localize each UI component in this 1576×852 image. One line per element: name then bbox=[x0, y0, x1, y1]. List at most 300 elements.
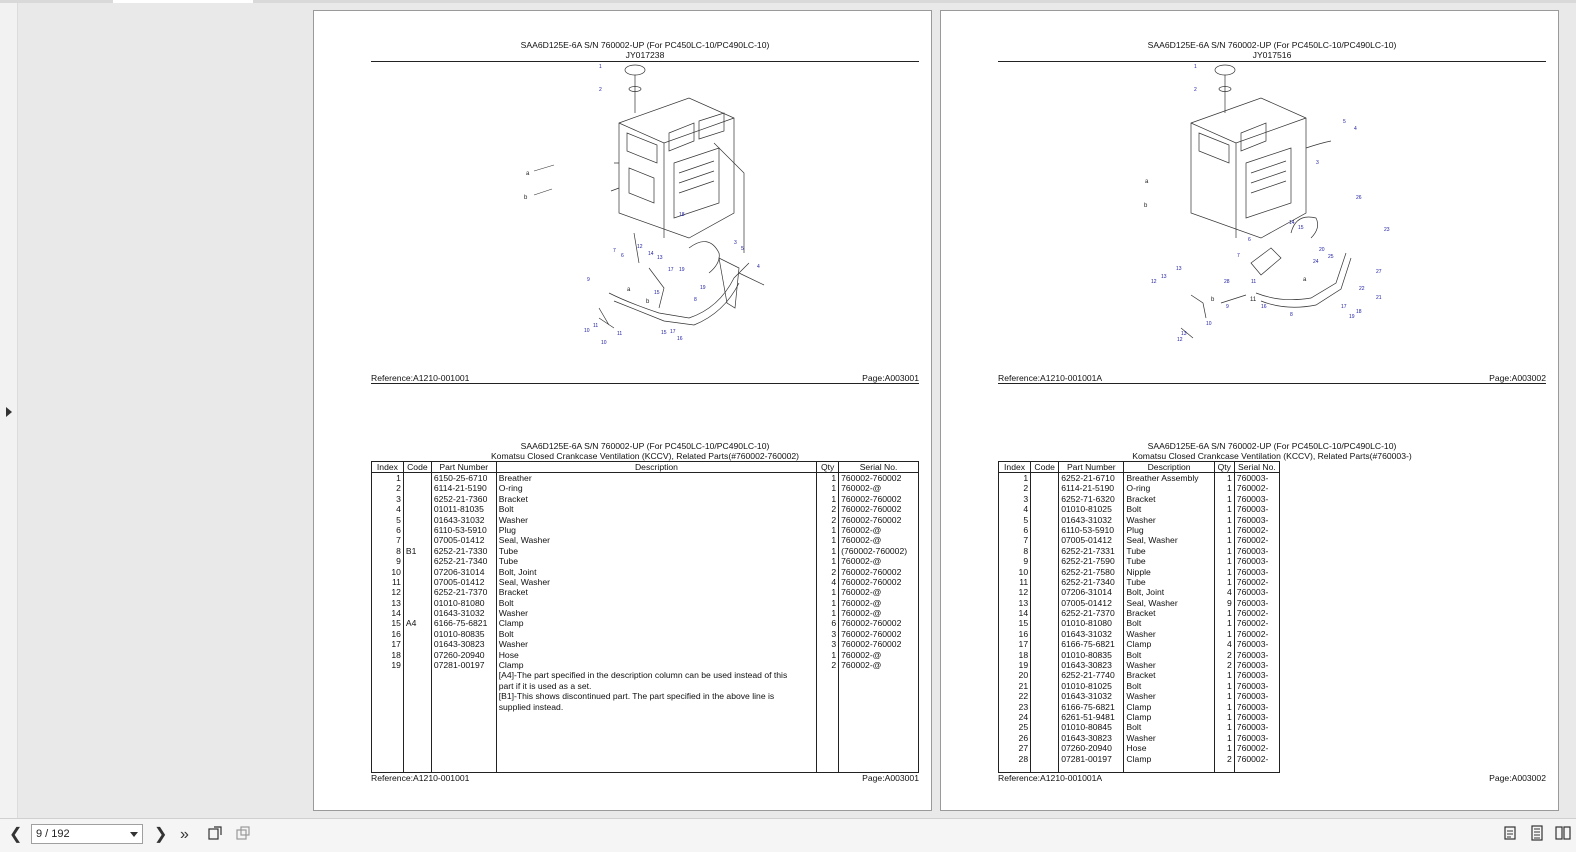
callout: 2 bbox=[599, 87, 602, 93]
qty-cell: 1 bbox=[817, 598, 839, 608]
callout: 5 bbox=[1343, 119, 1346, 125]
qty-cell: 2 bbox=[817, 567, 839, 577]
document-page-right bbox=[940, 10, 1559, 811]
code-cell bbox=[403, 577, 431, 587]
index-cell: 22 bbox=[999, 691, 1031, 701]
table-row bbox=[372, 639, 919, 649]
two-page-view-icon[interactable] bbox=[1555, 825, 1571, 841]
page-label: Page:A003001 bbox=[862, 773, 919, 783]
table-row bbox=[372, 535, 919, 545]
qty-cell: 2 bbox=[1214, 660, 1234, 670]
qty-cell: 1 bbox=[817, 546, 839, 556]
index-cell: 15 bbox=[372, 618, 404, 628]
note-text: [B1]-This shows discontinued part. The part specified in the above line is bbox=[496, 691, 817, 701]
serial-cell: 760002-760002 bbox=[839, 515, 919, 525]
part-number-cell: 6166-75-6821 bbox=[1059, 702, 1124, 712]
description-cell: Bracket bbox=[1124, 494, 1214, 504]
description-cell: Bolt bbox=[496, 504, 817, 514]
part-number-cell: 6114-21-5190 bbox=[1059, 483, 1124, 493]
part-number-cell: 6110-53-5910 bbox=[431, 525, 496, 535]
callout: 12 bbox=[1151, 279, 1157, 285]
part-number-cell: 07005-01412 bbox=[1059, 535, 1124, 545]
chevron-right-icon[interactable]: ❯ bbox=[154, 826, 168, 843]
table-row bbox=[999, 650, 1280, 660]
viewer-toolbar bbox=[0, 818, 1576, 852]
empty-cell bbox=[372, 691, 404, 701]
qty-cell: 2 bbox=[817, 515, 839, 525]
description-cell: Washer bbox=[496, 639, 817, 649]
empty-cell bbox=[839, 681, 919, 691]
callout: 15 bbox=[654, 290, 660, 296]
code-cell bbox=[1031, 722, 1059, 732]
part-number-cell: 07005-01412 bbox=[431, 535, 496, 545]
part-number-cell: 01643-30823 bbox=[431, 639, 496, 649]
part-number-cell: 6252-21-7580 bbox=[1059, 567, 1124, 577]
filler-row bbox=[372, 712, 919, 773]
code-cell bbox=[403, 629, 431, 639]
code-cell bbox=[1031, 504, 1059, 514]
table-row bbox=[999, 608, 1280, 618]
table-row bbox=[999, 535, 1280, 545]
table-row bbox=[372, 515, 919, 525]
callout: 4 bbox=[1354, 126, 1357, 132]
description-cell: Breather bbox=[496, 473, 817, 484]
callout: 10 bbox=[584, 328, 590, 334]
index-cell: 4 bbox=[999, 504, 1031, 514]
table-row bbox=[999, 525, 1280, 535]
index-cell: 23 bbox=[999, 702, 1031, 712]
empty-cell bbox=[403, 681, 431, 691]
description-cell: Bolt, Joint bbox=[1124, 587, 1214, 597]
serial-cell: 760002-@ bbox=[839, 660, 919, 670]
index-cell: 13 bbox=[372, 598, 404, 608]
part-number-cell: 6166-75-6821 bbox=[1059, 639, 1124, 649]
table-row bbox=[372, 556, 919, 566]
part-number-cell: 6252-21-7740 bbox=[1059, 670, 1124, 680]
index-cell: 25 bbox=[999, 722, 1031, 732]
description-cell: Nipple bbox=[1124, 567, 1214, 577]
callout: 14 bbox=[1289, 220, 1295, 226]
qty-cell: 1 bbox=[1214, 556, 1234, 566]
column-header: Part Number bbox=[1059, 462, 1124, 473]
parts-table bbox=[998, 461, 1280, 773]
callout: 10 bbox=[1206, 321, 1212, 327]
callout: 25 bbox=[1328, 254, 1334, 260]
index-cell: 27 bbox=[999, 743, 1031, 753]
table-row bbox=[999, 754, 1280, 764]
table-title: SAA6D125E-6A S/N 760002-UP (For PC450LC-10/PC490LC-10) bbox=[520, 441, 770, 451]
rotate-page-icon[interactable] bbox=[207, 825, 223, 841]
table-subtitle: Komatsu Closed Crankcase Ventilation (KCCV), Related Parts(#760003-) bbox=[1132, 451, 1412, 461]
qty-cell: 1 bbox=[1214, 629, 1234, 639]
callout: 10 bbox=[601, 340, 607, 346]
serial-cell: 760002- bbox=[1234, 535, 1279, 545]
qty-cell: 1 bbox=[1214, 608, 1234, 618]
qty-cell: 3 bbox=[817, 639, 839, 649]
table-row bbox=[999, 598, 1280, 608]
serial-cell: 760003- bbox=[1234, 650, 1279, 660]
exploded-parts-diagram bbox=[524, 63, 799, 373]
table-row bbox=[372, 660, 919, 670]
chevron-down-icon[interactable] bbox=[130, 832, 138, 837]
code-cell bbox=[403, 639, 431, 649]
empty-cell bbox=[403, 702, 431, 712]
reference-label: Reference:A1210-001001A bbox=[998, 373, 1103, 383]
index-cell: 10 bbox=[999, 567, 1031, 577]
callout: 24 bbox=[1313, 259, 1319, 265]
qty-cell: 1 bbox=[1214, 473, 1234, 484]
index-cell: 7 bbox=[372, 535, 404, 545]
description-cell: Washer bbox=[1124, 515, 1214, 525]
table-row bbox=[372, 504, 919, 514]
part-number-cell: 07005-01412 bbox=[1059, 598, 1124, 608]
table-row bbox=[999, 483, 1280, 493]
empty-cell bbox=[999, 764, 1031, 773]
description-cell: Bolt bbox=[1124, 722, 1214, 732]
description-cell: Bolt bbox=[1124, 504, 1214, 514]
qty-cell: 1 bbox=[1214, 515, 1234, 525]
empty-cell bbox=[1059, 764, 1124, 773]
empty-cell bbox=[1124, 764, 1214, 773]
reference-label: Reference:A1210-001001 bbox=[371, 773, 470, 783]
page-indicator: 9 / 192 bbox=[36, 828, 70, 840]
qty-cell: 1 bbox=[1214, 691, 1234, 701]
column-header: Code bbox=[1031, 462, 1059, 473]
column-header: Code bbox=[403, 462, 431, 473]
index-cell: 13 bbox=[999, 598, 1031, 608]
serial-cell: 760002-@ bbox=[839, 587, 919, 597]
qty-cell: 1 bbox=[817, 473, 839, 484]
callout: 12 bbox=[1177, 337, 1183, 343]
callout: 28 bbox=[1224, 279, 1230, 285]
expand-panel-icon[interactable] bbox=[6, 407, 12, 417]
part-number-cell: 01643-30823 bbox=[1059, 733, 1124, 743]
description-cell: Seal, Washer bbox=[1124, 535, 1214, 545]
note-text: part if it is used as a set. bbox=[496, 681, 817, 691]
description-cell: Tube bbox=[1124, 556, 1214, 566]
qty-cell: 2 bbox=[1214, 754, 1234, 764]
code-cell bbox=[1031, 494, 1059, 504]
description-cell: Bracket bbox=[496, 494, 817, 504]
table-row bbox=[999, 556, 1280, 566]
callout: b bbox=[1211, 297, 1215, 303]
serial-cell: 760003- bbox=[1234, 587, 1279, 597]
code-cell bbox=[403, 650, 431, 660]
table-subtitle: Komatsu Closed Crankcase Ventilation (KCCV), Related Parts(#760002-760002) bbox=[490, 451, 800, 461]
code-cell bbox=[1031, 639, 1059, 649]
continuous-view-icon[interactable] bbox=[1529, 825, 1545, 841]
description-cell: Breather Assembly bbox=[1124, 473, 1214, 484]
description-cell: Washer bbox=[496, 608, 817, 618]
part-number-cell: 01010-80835 bbox=[1059, 650, 1124, 660]
note-row bbox=[372, 681, 919, 691]
callout: 17 bbox=[668, 267, 674, 273]
part-number-cell: 6252-21-7331 bbox=[1059, 546, 1124, 556]
serial-cell: 760002- bbox=[1234, 754, 1279, 764]
table-row bbox=[999, 702, 1280, 712]
part-number-cell: 01011-81035 bbox=[431, 504, 496, 514]
reference-label: Reference:A1210-001001A bbox=[998, 773, 1103, 783]
description-cell: Seal, Washer bbox=[496, 577, 817, 587]
description-cell: Bolt bbox=[496, 629, 817, 639]
serial-cell: 760002-@ bbox=[839, 556, 919, 566]
code-cell bbox=[403, 598, 431, 608]
description-cell: Bracket bbox=[496, 587, 817, 597]
title-rule bbox=[371, 61, 919, 62]
top-tab-strip bbox=[0, 0, 1576, 3]
table-row bbox=[372, 483, 919, 493]
callout: 22 bbox=[1359, 286, 1365, 292]
qty-cell: 4 bbox=[817, 577, 839, 587]
serial-cell: 760002-@ bbox=[839, 650, 919, 660]
serial-cell: 760003- bbox=[1234, 639, 1279, 649]
serial-cell: 760002-760002 bbox=[839, 494, 919, 504]
table-row bbox=[999, 587, 1280, 597]
empty-cell bbox=[1234, 764, 1279, 773]
callout: 26 bbox=[1356, 195, 1362, 201]
part-number-cell: 6252-21-7340 bbox=[431, 556, 496, 566]
callout: 14 bbox=[648, 251, 654, 257]
table-row bbox=[372, 567, 919, 577]
qty-cell: 1 bbox=[1214, 702, 1234, 712]
qty-cell: 4 bbox=[1214, 639, 1234, 649]
part-number-cell: 6166-75-6821 bbox=[431, 618, 496, 628]
table-row bbox=[372, 577, 919, 587]
code-cell bbox=[403, 483, 431, 493]
index-cell: 21 bbox=[999, 681, 1031, 691]
code-cell bbox=[1031, 670, 1059, 680]
description-cell: Washer bbox=[496, 515, 817, 525]
callout: 6 bbox=[621, 253, 624, 259]
code-cell bbox=[1031, 587, 1059, 597]
empty-cell bbox=[372, 712, 404, 773]
code-cell bbox=[403, 567, 431, 577]
callout: 16 bbox=[1261, 304, 1267, 310]
code-cell bbox=[1031, 733, 1059, 743]
table-row bbox=[999, 681, 1280, 691]
qty-cell: 1 bbox=[817, 650, 839, 660]
part-number-cell: 01010-81025 bbox=[1059, 504, 1124, 514]
code-cell bbox=[403, 515, 431, 525]
part-number-cell: 01643-31032 bbox=[431, 515, 496, 525]
description-cell: Bolt bbox=[1124, 650, 1214, 660]
empty-cell bbox=[372, 681, 404, 691]
qty-cell: 1 bbox=[1214, 733, 1234, 743]
index-cell: 11 bbox=[999, 577, 1031, 587]
part-number-cell: 07260-20940 bbox=[431, 650, 496, 660]
column-header: Description bbox=[496, 462, 817, 473]
index-cell: 2 bbox=[999, 483, 1031, 493]
index-cell: 16 bbox=[372, 629, 404, 639]
callout: a bbox=[1145, 179, 1149, 185]
serial-cell: 760002- bbox=[1234, 618, 1279, 628]
part-number-cell: 6150-25-6710 bbox=[431, 473, 496, 484]
table-row bbox=[999, 660, 1280, 670]
column-header: Index bbox=[372, 462, 404, 473]
qty-cell: 1 bbox=[1214, 567, 1234, 577]
code-cell bbox=[1031, 515, 1059, 525]
serial-cell: 760002-760002 bbox=[839, 629, 919, 639]
table-row bbox=[999, 733, 1280, 743]
empty-cell bbox=[1214, 764, 1234, 773]
qty-cell: 1 bbox=[1214, 670, 1234, 680]
index-cell: 2 bbox=[372, 483, 404, 493]
index-cell: 12 bbox=[372, 587, 404, 597]
column-header: Part Number bbox=[431, 462, 496, 473]
description-cell: Clamp bbox=[1124, 702, 1214, 712]
active-tab[interactable] bbox=[113, 0, 253, 3]
part-number-cell: 01010-81025 bbox=[1059, 681, 1124, 691]
parts-table bbox=[371, 461, 919, 773]
part-number-cell: 01010-80845 bbox=[1059, 722, 1124, 732]
callout: a bbox=[1303, 277, 1307, 283]
callout: 13 bbox=[657, 255, 663, 261]
code-cell bbox=[403, 660, 431, 670]
qty-cell: 1 bbox=[1214, 494, 1234, 504]
callout: b bbox=[524, 195, 528, 201]
part-number-cell: 6252-71-6320 bbox=[1059, 494, 1124, 504]
description-cell: Clamp bbox=[496, 618, 817, 628]
callout: 27 bbox=[1376, 269, 1382, 275]
index-cell: 3 bbox=[372, 494, 404, 504]
table-row bbox=[372, 598, 919, 608]
description-cell: Hose bbox=[496, 650, 817, 660]
note-text: [A4]-The part specified in the description column can be used instead of this bbox=[496, 670, 817, 680]
code-cell bbox=[403, 504, 431, 514]
chevron-left-icon[interactable]: ❮ bbox=[9, 826, 23, 843]
index-cell: 20 bbox=[999, 670, 1031, 680]
description-cell: Hose bbox=[1124, 743, 1214, 753]
serial-cell: 760002- bbox=[1234, 577, 1279, 587]
code-cell bbox=[1031, 567, 1059, 577]
index-cell: 14 bbox=[372, 608, 404, 618]
qty-cell: 3 bbox=[817, 629, 839, 639]
index-cell: 19 bbox=[372, 660, 404, 670]
empty-cell bbox=[496, 712, 817, 773]
serial-cell: 760002- bbox=[1234, 483, 1279, 493]
table-row bbox=[999, 494, 1280, 504]
serial-cell: 760003- bbox=[1234, 504, 1279, 514]
callout: 9 bbox=[587, 277, 590, 283]
callout: 8 bbox=[1290, 312, 1293, 318]
qty-cell: 1 bbox=[817, 494, 839, 504]
table-header bbox=[372, 462, 919, 473]
part-number-cell: 07260-20940 bbox=[1059, 743, 1124, 753]
index-cell: 3 bbox=[999, 494, 1031, 504]
serial-cell: 760002-@ bbox=[839, 483, 919, 493]
table-row bbox=[999, 670, 1280, 680]
part-number-cell: 01010-81080 bbox=[1059, 618, 1124, 628]
serial-cell: 760002- bbox=[1234, 525, 1279, 535]
note-row bbox=[372, 691, 919, 701]
note-text: supplied instead. bbox=[496, 702, 817, 712]
qty-cell: 1 bbox=[1214, 504, 1234, 514]
part-number-cell: 6252-21-7360 bbox=[431, 494, 496, 504]
code-cell bbox=[1031, 483, 1059, 493]
qty-cell: 1 bbox=[817, 587, 839, 597]
code-cell bbox=[1031, 546, 1059, 556]
part-number-cell: 07206-31014 bbox=[431, 567, 496, 577]
callout: 11 bbox=[593, 323, 599, 329]
qty-cell: 1 bbox=[1214, 681, 1234, 691]
table-row bbox=[999, 618, 1280, 628]
table-row bbox=[999, 473, 1280, 484]
serial-cell: 760003- bbox=[1234, 670, 1279, 680]
description-cell: Clamp bbox=[496, 660, 817, 670]
page-selector[interactable] bbox=[31, 824, 143, 844]
callout: 11 bbox=[1250, 297, 1257, 303]
part-number-cell: 01643-30823 bbox=[1059, 660, 1124, 670]
serial-cell: 760002-760002 bbox=[839, 618, 919, 628]
serial-cell: 760002-760002 bbox=[839, 567, 919, 577]
empty-cell bbox=[839, 670, 919, 680]
callout: 13 bbox=[1161, 274, 1167, 280]
index-cell: 26 bbox=[999, 733, 1031, 743]
qty-cell: 1 bbox=[817, 608, 839, 618]
callout: 17 bbox=[1341, 304, 1347, 310]
double-chevron-right-icon[interactable]: » bbox=[180, 826, 189, 843]
callout: 1 bbox=[1194, 64, 1197, 70]
description-cell: O-ring bbox=[496, 483, 817, 493]
description-cell: Washer bbox=[1124, 733, 1214, 743]
serial-cell: 760003- bbox=[1234, 691, 1279, 701]
serial-cell: 760003- bbox=[1234, 712, 1279, 722]
description-cell: Tube bbox=[1124, 577, 1214, 587]
single-page-view-icon[interactable] bbox=[1502, 825, 1518, 841]
code-cell bbox=[1031, 473, 1059, 484]
qty-cell: 1 bbox=[1214, 483, 1234, 493]
page-label: Page:A003002 bbox=[1489, 373, 1546, 383]
part-number-cell: 6252-21-6710 bbox=[1059, 473, 1124, 484]
empty-cell bbox=[403, 691, 431, 701]
description-cell: Seal, Washer bbox=[496, 535, 817, 545]
empty-cell bbox=[403, 712, 431, 773]
index-cell: 11 bbox=[372, 577, 404, 587]
qty-cell: 1 bbox=[1214, 577, 1234, 587]
empty-cell bbox=[839, 712, 919, 773]
callout: 21 bbox=[1376, 295, 1382, 301]
index-cell: 28 bbox=[999, 754, 1031, 764]
copy-page-icon[interactable] bbox=[235, 825, 251, 841]
code-cell bbox=[1031, 525, 1059, 535]
code-cell bbox=[1031, 556, 1059, 566]
figure-title: SAA6D125E-6A S/N 760002-UP (For PC450LC-10/PC490LC-10) bbox=[1147, 40, 1397, 50]
qty-cell: 1 bbox=[1214, 712, 1234, 722]
filler-row bbox=[999, 764, 1280, 773]
code-cell bbox=[403, 608, 431, 618]
callout: 23 bbox=[1384, 227, 1390, 233]
code-cell bbox=[403, 473, 431, 484]
page-label: Page:A003001 bbox=[862, 373, 919, 383]
index-cell: 17 bbox=[372, 639, 404, 649]
qty-cell: 1 bbox=[1214, 546, 1234, 556]
code-cell bbox=[1031, 691, 1059, 701]
description-cell: Clamp bbox=[1124, 712, 1214, 722]
callout: 2 bbox=[1194, 87, 1197, 93]
column-header: Qty bbox=[817, 462, 839, 473]
part-number-cell: 6252-21-7330 bbox=[431, 546, 496, 556]
table-row bbox=[999, 546, 1280, 556]
callout: 15 bbox=[1298, 225, 1304, 231]
part-number-cell: 6114-21-5190 bbox=[431, 483, 496, 493]
table-row bbox=[372, 650, 919, 660]
table-row bbox=[372, 618, 919, 628]
table-row bbox=[999, 743, 1280, 753]
part-number-cell: 01643-31032 bbox=[1059, 515, 1124, 525]
code-cell bbox=[403, 494, 431, 504]
qty-cell: 1 bbox=[1214, 525, 1234, 535]
part-number-cell: 6252-21-7370 bbox=[1059, 608, 1124, 618]
